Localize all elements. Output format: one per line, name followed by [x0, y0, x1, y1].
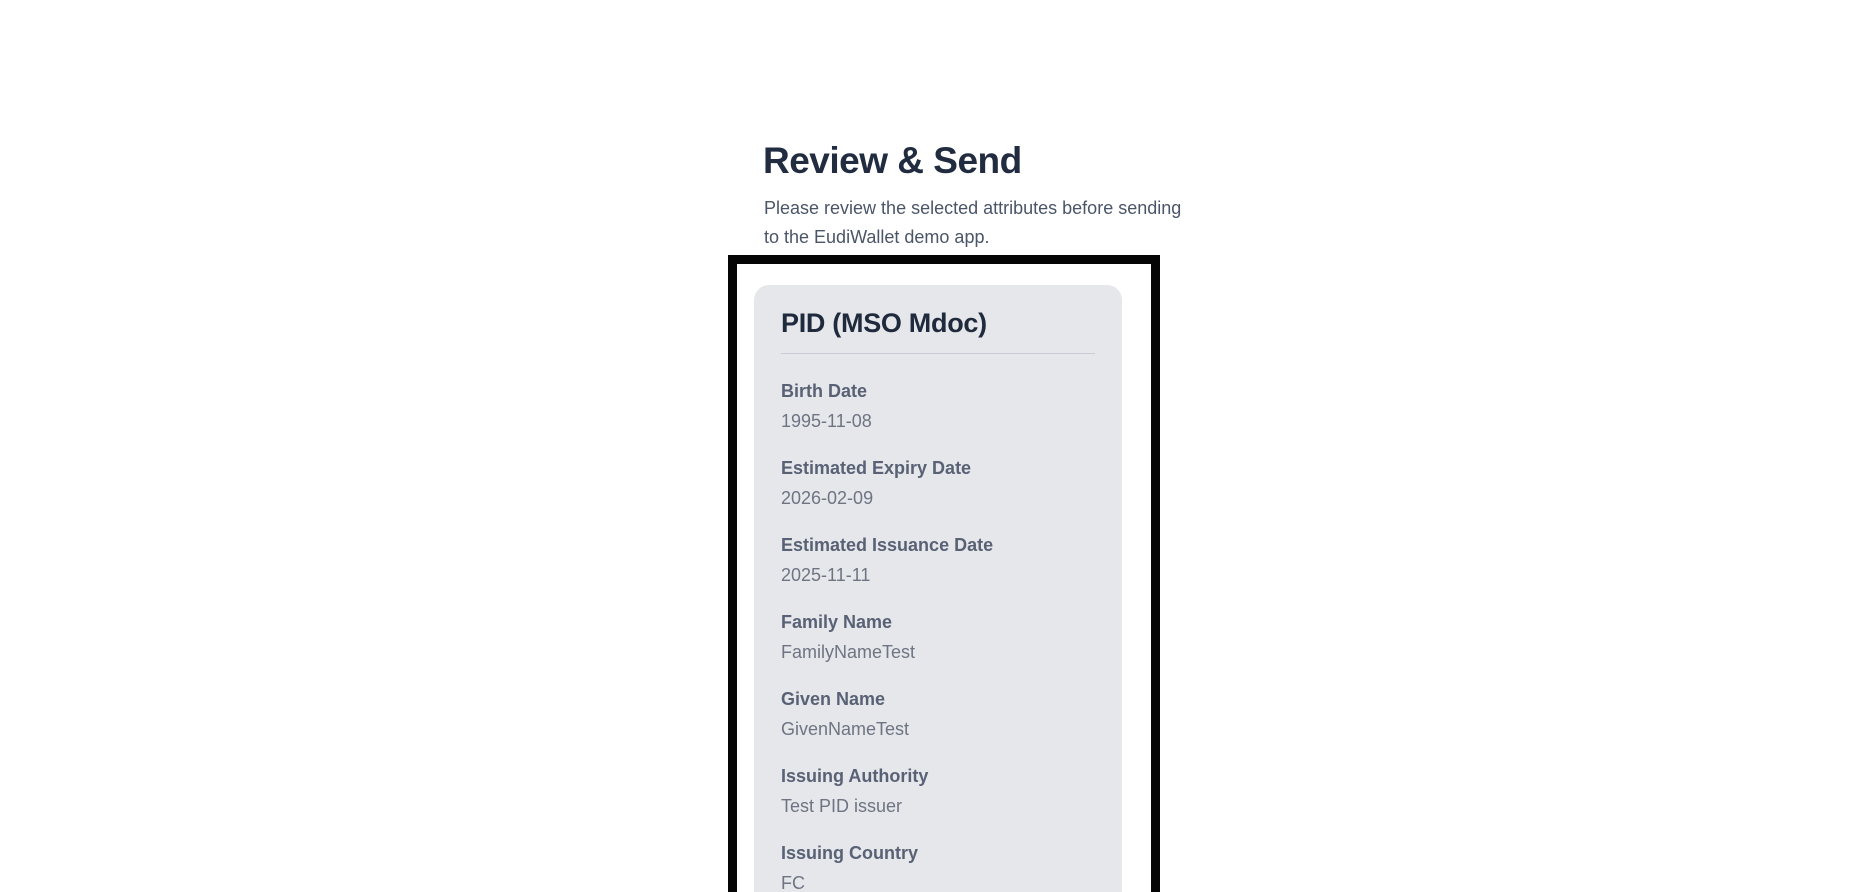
credential-card-title: PID (MSO Mdoc): [781, 308, 987, 338]
attribute-label: Issuing Country: [781, 843, 919, 863]
attribute-row: [781, 765, 1095, 818]
attribute-value: 2026-02-09: [781, 488, 874, 508]
attribute-label: Family Name: [781, 612, 893, 632]
attribute-label: Estimated Issuance Date: [781, 535, 994, 555]
attribute-label: Issuing Authority: [781, 766, 929, 786]
page-title: Review & Send: [763, 140, 1022, 181]
card-divider: [781, 353, 1095, 354]
attribute-row: [781, 611, 1095, 664]
attribute-row: [781, 380, 1095, 433]
attribute-row: [781, 534, 1095, 587]
attribute-label: Given Name: [781, 689, 886, 709]
attribute-row: [781, 457, 1095, 510]
attribute-value: FamilyNameTest: [781, 642, 916, 662]
credential-card: [754, 285, 1122, 892]
attribute-value: 1995-11-08: [781, 411, 872, 431]
attribute-value: FC: [781, 873, 805, 892]
page-subtitle-line-2: to the EudiWallet demo app.: [764, 227, 990, 247]
attribute-label: Estimated Expiry Date: [781, 458, 972, 478]
page-subtitle: [764, 194, 1184, 252]
attribute-row: [781, 842, 1095, 892]
attribute-list: [781, 380, 1095, 892]
attribute-value: 2025-11-11: [781, 565, 871, 585]
attribute-label: Birth Date: [781, 381, 868, 401]
attribute-value: Test PID issuer: [781, 796, 903, 816]
attribute-value: GivenNameTest: [781, 719, 910, 739]
page-subtitle-line-1: Please review the selected attributes before sending: [764, 198, 1182, 218]
attribute-row: [781, 688, 1095, 741]
